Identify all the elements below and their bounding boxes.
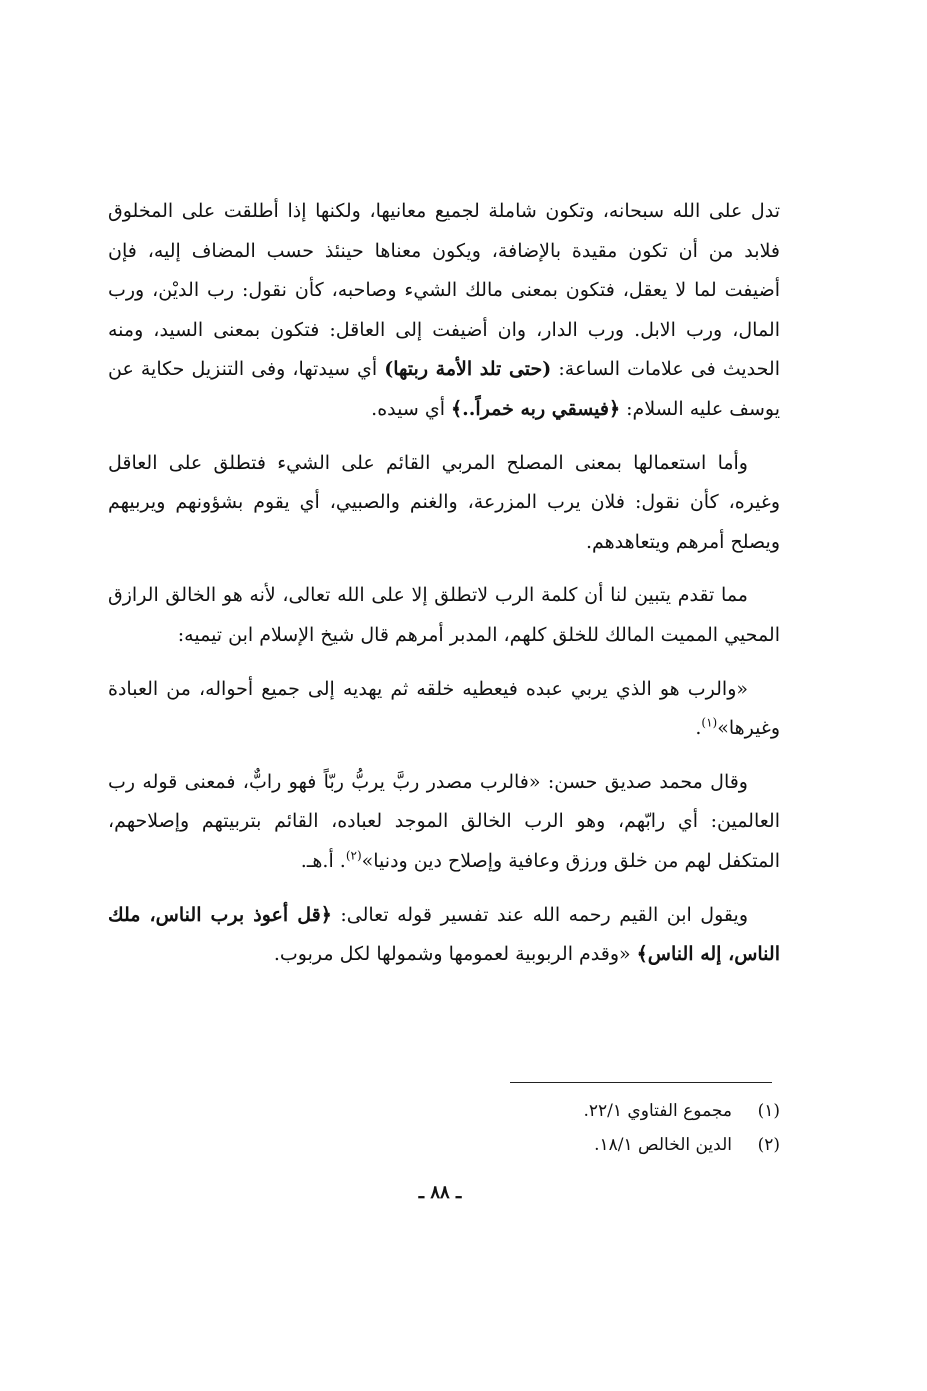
- footnote-1-text: مجموع الفتاوي ٢٢/١.: [583, 1101, 732, 1121]
- paragraph-2-text: وأما استعمالها بمعنى المصلح المربي القائم على الشيء فتطلق على العاقل وغيره، كأن نقول: فلان يرب المزرعة، والغنم والصبيي، أي يقوم بشؤونهم ويربيهم ويصلح أمرهم ويتعاهدهم.: [108, 451, 780, 553]
- paragraph-4-text: «والرب هو الذي يربي عبده فيعطيه خلقه ثم يهديه إلى جميع أحواله، من العبادة وغيرها»: [108, 677, 780, 740]
- paragraph-3: [108, 576, 780, 655]
- footnote-1-number: (١): [757, 1101, 780, 1121]
- footnote-ref-2: (٢): [345, 848, 362, 863]
- paragraph-4-text-after: .: [695, 717, 702, 740]
- main-text: [108, 192, 780, 989]
- paragraph-1-text-before: تدل على الله سبحانه، وتكون شاملة لجميع معانيها، ولكنها إذا أطلقت على المخلوق فلابد من أن تكون مقيدة بالإضافة، ويكون معناها حينئذ حسب المضاف إليه، فإن أضيفت لما لا يعقل، فتكون بمعنى مالك الشيء وصاحبه، كأن نقول: رب الديْن، ورب المال، ورب الابل. ورب الدار، وان أضيفت إلى العاقل: فتكون بمعنى السيد، ومنه الحديث فى علامات الساعة:: [108, 200, 780, 381]
- quran-quote-yusuf: ﴿فيسقي ربه خمراً..﴾: [451, 397, 621, 420]
- paragraph-5-text-after: . أ.هـ.: [300, 849, 346, 872]
- paragraph-4: [108, 670, 780, 749]
- footnote-2-number: (٢): [757, 1135, 780, 1155]
- footnote-ref-1: (١): [701, 715, 718, 730]
- paragraph-6: [108, 896, 780, 975]
- paragraph-3-text: مما تقدم يتبين لنا أن كلمة الرب لاتطلق إلا على الله تعالى، لأنه هو الخالق الرازق المحيي المميت المالك للخلق كلهم، المدبر أمرهم قال شيخ الإسلام ابن تيميه:: [108, 584, 780, 646]
- footnote-2: [300, 1128, 780, 1162]
- quran-quote-nas: ﴿قل أعوذ برب الناس، ملك الناس، إله الناس﴾: [108, 903, 780, 966]
- footnote-2-text: الدين الخالص ١٨/١.: [594, 1135, 732, 1155]
- footnote-1: [300, 1094, 780, 1128]
- paragraph-6-text-before: ويقول ابن القيم رحمه الله عند تفسير قوله تعالى:: [331, 903, 748, 926]
- page-number: ـ ٨٨ ـ: [418, 1182, 462, 1203]
- paragraph-1: [108, 192, 780, 430]
- footnotes: [300, 1094, 780, 1162]
- hadith-quote: (حتى تلد الأمة ربتها): [384, 358, 552, 381]
- paragraph-1-text-after: أي سيده.: [371, 397, 452, 420]
- paragraph-5-text: وقال محمد صديق حسن: «فالرب مصدر ربَّ يربُّ ربّاً فهو رابٌّ، فمعنى قوله رب العالمين: أي رابّهم، وهو الرب الخالق الموجد لعباده، القائم بتربيتهم وإصلاحهم، المتكفل لهم من خلق ورزق وعافية وإصلاح دين ودنيا»: [108, 770, 780, 872]
- paragraph-2: [108, 444, 780, 563]
- paragraph-5: [108, 763, 780, 882]
- footnote-divider: [510, 1082, 772, 1083]
- paragraph-1-text-middle: أي سيدتها، وفى التنزيل حكاية عن يوسف عليه السلام:: [108, 358, 780, 420]
- paragraph-6-text-after: «وقدم الربوبية لعمومها وشمولها لكل مربوب.: [273, 943, 637, 966]
